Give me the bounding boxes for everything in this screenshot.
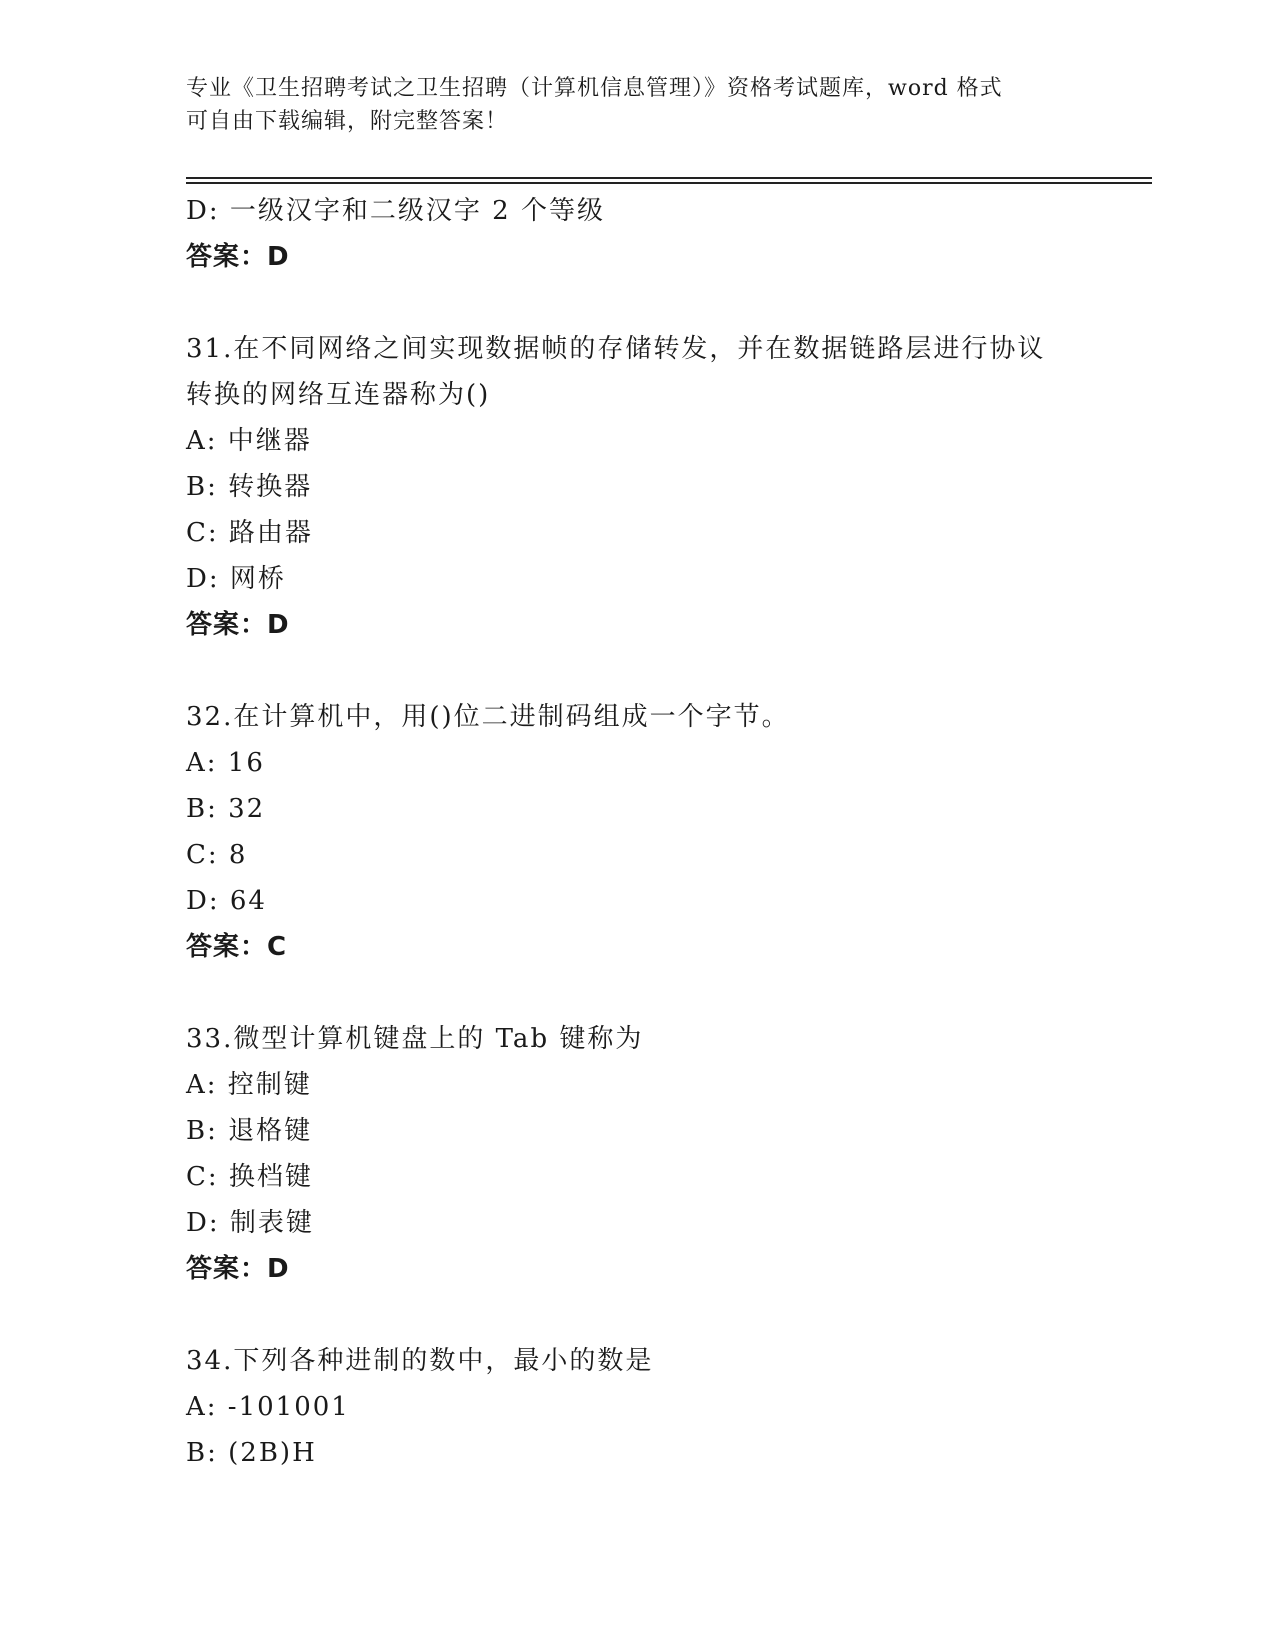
option-b: B: 32 [186,794,266,824]
option-c: C: 路由器 [186,518,313,548]
option-c: C: 8 [186,840,248,870]
document-header [186,72,1086,138]
answer-label: 答案：D [186,1254,290,1284]
question-stem: 32.在计算机中，用()位二进制码组成一个字节。 [186,702,790,732]
option-b: B: 退格键 [186,1116,313,1146]
question-stem: 33.微型计算机键盘上的 Tab 键称为 [186,1024,644,1054]
question-stem: 34.下列各种进制的数中，最小的数是 [186,1346,654,1376]
question-31 [186,326,1086,648]
answer-label: 答案：C [186,932,288,962]
header-divider-top [186,177,1152,179]
header-divider-bottom [186,182,1152,184]
question-34 [186,1338,1086,1476]
answer-label: 答案：D [186,610,290,640]
option-a: A: -101001 [186,1392,350,1422]
option-d: D: 制表键 [186,1208,314,1238]
option-a: A: 中继器 [186,426,312,456]
option-d: D: 64 [186,886,267,916]
option-b: B: (2B)H [186,1438,317,1468]
option-b: B: 转换器 [186,472,313,502]
question-32 [186,694,1086,970]
option-d: D: 网桥 [186,564,286,594]
question-33 [186,1016,1086,1292]
option-c: C: 换档键 [186,1162,313,1192]
question-stem: 转换的网络互连器称为() [186,380,491,410]
option-a: A: 控制键 [186,1070,312,1100]
question-stem: 31.在不同网络之间实现数据帧的存储转发，并在数据链路层进行协议 [186,334,1046,364]
header-line-1: 专业《卫生招聘考试之卫生招聘（计算机信息管理）》资格考试题库，word 格式 [186,76,1003,101]
option-d: D: 一级汉字和二级汉字 2 个等级 [186,196,605,226]
question-list [186,188,1086,1476]
answer-label: 答案：D [186,242,290,272]
header-line-2: 可自由下载编辑，附完整答案！ [186,109,509,134]
continued-question [186,188,1086,280]
option-a: A: 16 [186,748,265,778]
